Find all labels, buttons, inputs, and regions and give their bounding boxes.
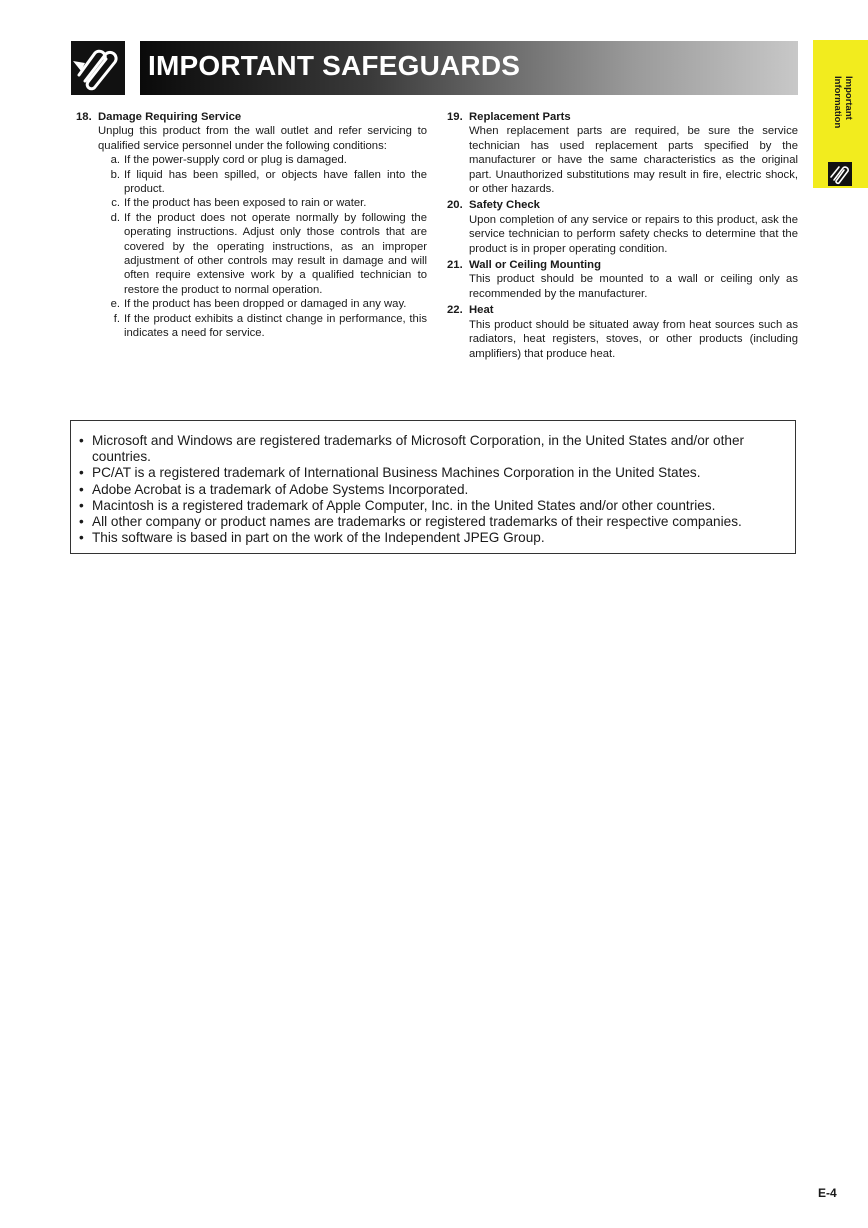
bullet: • [79,481,84,497]
trademark-item [79,514,787,530]
trademark-text: Microsoft and Windows are registered trademarks of Microsoft Corporation, in the United States and/or other countries. [92,433,745,465]
safeguard-item-21 [447,258,798,301]
trademark-item [79,433,787,465]
item-number: 20. [447,199,463,212]
section-tab-important-information[interactable] [813,40,868,188]
trademark-text: Macintosh is a registered trademark of Apple Computer, Inc. in the United States and/or other countries. [92,497,716,513]
trademark-notice-box [70,420,796,554]
sub-item [110,153,427,167]
page-number: E-4 [818,1186,837,1200]
bullet: • [79,433,84,448]
item-title: Safety Check [469,199,540,212]
item-title: Damage Requiring Service [98,111,242,123]
item-title: Replacement Parts [469,111,571,123]
sub-item-text: If the product has been dropped or damaged in any way. [124,298,407,311]
section-tab-label-line1: Important [843,76,854,120]
sub-item [110,168,427,197]
sub-item [110,211,427,297]
trademark-text: Adobe Acrobat is a trademark of Adobe Systems Incorporated. [92,481,469,497]
bullet: • [79,530,84,546]
bullet: • [79,497,84,513]
sub-item-text: If the product does not operate normally by following the operating instructions. Adjust only those controls that are covered by the operating instructions, as an improper adjustment of other controls may result in damage and will often require extensive work by a qualified technician to restore the product to normal operation. [124,211,427,296]
item-heading [447,258,798,272]
section-tab-label-line2: Information [832,76,843,129]
trademark-text: This software is based in part on the work of the Independent JPEG Group. [92,530,545,546]
item-body: Unplug this product from the wall outlet and refer servicing to qualified service personnel under the following conditions: [98,125,427,152]
trademark-item [79,465,787,481]
paperclip-icon [71,41,125,95]
trademark-list [79,433,787,546]
sub-item-text: If the power-supply cord or plug is damaged. [124,154,347,167]
sub-item-text: If the product has been exposed to rain or water. [124,197,367,210]
item-body: When replacement parts are required, be sure the service technician has used replacement parts specified by the manufacturer or have the same characteristics as the original part. Unauthorized substitutions may result in fire, electric shock, or other hazards. [469,125,798,196]
section-tab-label [824,76,854,166]
section-tab-icon-box [828,162,852,186]
right-column [447,110,798,363]
safeguard-item-22 [447,303,798,361]
sub-item [110,297,427,311]
item-number: 18. [76,111,92,123]
item-title: Heat [469,304,494,317]
sub-item-letter: c. [111,197,120,210]
title-bar [140,41,798,95]
item-heading [447,110,798,124]
header-logo [71,41,125,95]
left-column [76,110,427,343]
item-number: 22. [447,304,463,317]
sub-item-letter: a. [110,154,120,167]
trademark-item [79,530,787,546]
sub-item-letter: d. [110,211,120,224]
sub-item [110,312,427,341]
sub-item-text: If liquid has been spilled, or objects have fallen into the product. [124,168,427,196]
item-body: This product should be situated away from heat sources such as radiators, heat registers, stoves, or other products (including amplifiers) that produce heat. [469,318,798,360]
safeguard-item-19 [447,110,798,196]
safeguard-item-18 [76,110,427,341]
sub-item [110,196,427,210]
item-title: Wall or Ceiling Mounting [469,259,601,272]
page-title: IMPORTANT SAFEGUARDS [148,50,521,81]
safeguard-item-20 [447,198,798,256]
item-body: Upon completion of any service or repairs to this product, ask the service technician to perform safety checks to determine that the product is in proper operating condition. [469,213,798,255]
trademark-text: All other company or product names are trademarks or registered trademarks of their respective companies. [92,514,742,530]
sub-item-letter: f. [113,312,120,325]
bullet: • [79,465,84,481]
item-body: This product should be mounted to a wall or ceiling only as recommended by the manufacturer. [469,273,798,300]
item-heading [447,303,798,317]
paperclip-icon [828,162,852,186]
trademark-text: PC/AT is a registered trademark of International Business Machines Corporation in the United States. [92,465,701,481]
trademark-item [79,482,787,498]
item-heading [447,198,798,212]
sub-item-letter: b. [110,168,120,181]
item-number: 21. [447,259,463,272]
sub-item-text: If the product exhibits a distinct change in performance, this indicates a need for service. [124,312,427,340]
item-number: 19. [447,111,463,123]
bullet: • [79,514,84,530]
sub-item-letter: e. [110,298,120,311]
trademark-item [79,498,787,514]
item-heading [76,110,427,124]
